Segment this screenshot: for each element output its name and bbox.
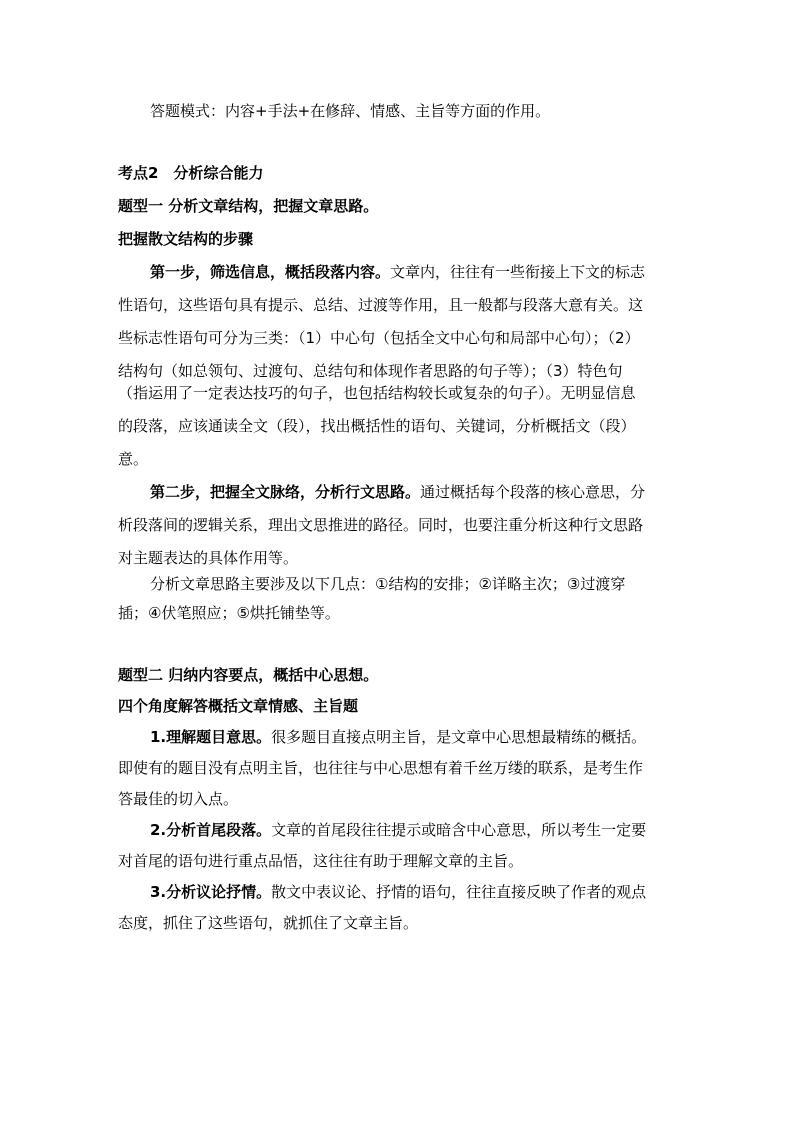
item1-text: 很多题目直接点明主旨，是文章中心思想最精练的概括。 [271, 728, 647, 746]
item2-bold: 2.分析首尾段落。 [150, 821, 272, 839]
step2-line3: 对主题表达的具体作用等。 [118, 549, 299, 567]
step1-line3: 些标志性语句可分为三类：（1）中心句（包括全文中心句和局部中心句）；（2） [118, 329, 640, 347]
note-line2: 插；④伏笔照应；⑤烘托铺垫等。 [118, 604, 340, 622]
item3-text: 散文中表议论、抒情的语句，往往直接反映了作者的观点 [271, 883, 647, 901]
step1-line1 [150, 262, 730, 282]
item2-line2: 对首尾的语句进行重点品悟，这往往有助于理解文章的主旨。 [118, 852, 524, 870]
item1-line1 [150, 727, 730, 747]
item1-bold: 1.理解题目意思。 [150, 728, 272, 746]
heading-type1: 题型一 分析文章结构，把握文章思路。 [118, 197, 379, 215]
step2-line2: 析段落间的逻辑关系，理出文思推进的路径。同时，也要注重分析这种行文思路 [118, 516, 644, 534]
section-title-point2: 考点2 分析综合能力 [118, 164, 264, 182]
answer-mode-text: 答题模式：内容+手法+在修辞、情感、主旨等方面的作用。 [150, 102, 551, 120]
step1-line4: 结构句（如总领句、过渡句、总结句和体现作者思路的句子等）；（3）特色句 [118, 362, 623, 380]
step1-line6: 的段落，应该通读全文（段），找出概括性的语句、关键词，分析概括文（段） [118, 417, 636, 435]
step1-line2: 性语句，这些语句具有提示、总结、过渡等作用，且一般都与段落大意有关。这 [118, 296, 644, 314]
item2-text: 文章的首尾段往往提示或暗含中心意思，所以考生一定要 [271, 821, 647, 839]
step2-bold: 第二步，把握全文脉络，分析行文思路。 [150, 483, 421, 501]
step2-text: 通过概括每个段落的核心意思，分 [420, 483, 646, 501]
step2-line1 [150, 482, 730, 502]
item1-line2: 即使有的题目没有点明主旨，也往往与中心思想有着千丝万缕的联系，是考生作 [118, 759, 644, 777]
item3-bold: 3.分析议论抒情。 [150, 883, 272, 901]
note-line1: 分析文章思路主要涉及以下几点：①结构的安排；②详略主次；③过渡穿 [150, 575, 626, 593]
step1-line5: （指运用了一定表达技巧的句子，也包括结构较长或复杂的句子）。无明显信息 [118, 384, 636, 402]
item2-line1 [150, 820, 730, 840]
item3-line1 [150, 882, 730, 902]
step1-text: 文章内，往往有一些衔接上下文的标志 [390, 263, 646, 281]
item3-line2: 态度，抓住了这些语句，就抓住了文章主旨。 [118, 914, 419, 932]
subheading-four-angles: 四个角度解答概括文章情感、主旨题 [118, 697, 359, 715]
subheading-structure-steps: 把握散文结构的步骤 [118, 230, 254, 248]
item1-line3: 答最佳的切入点。 [118, 790, 239, 808]
step1-bold: 第一步，筛选信息，概括段落内容。 [150, 263, 391, 281]
step1-line7: 意。 [118, 450, 149, 468]
heading-type2: 题型二 归纳内容要点，概括中心思想。 [118, 666, 379, 684]
